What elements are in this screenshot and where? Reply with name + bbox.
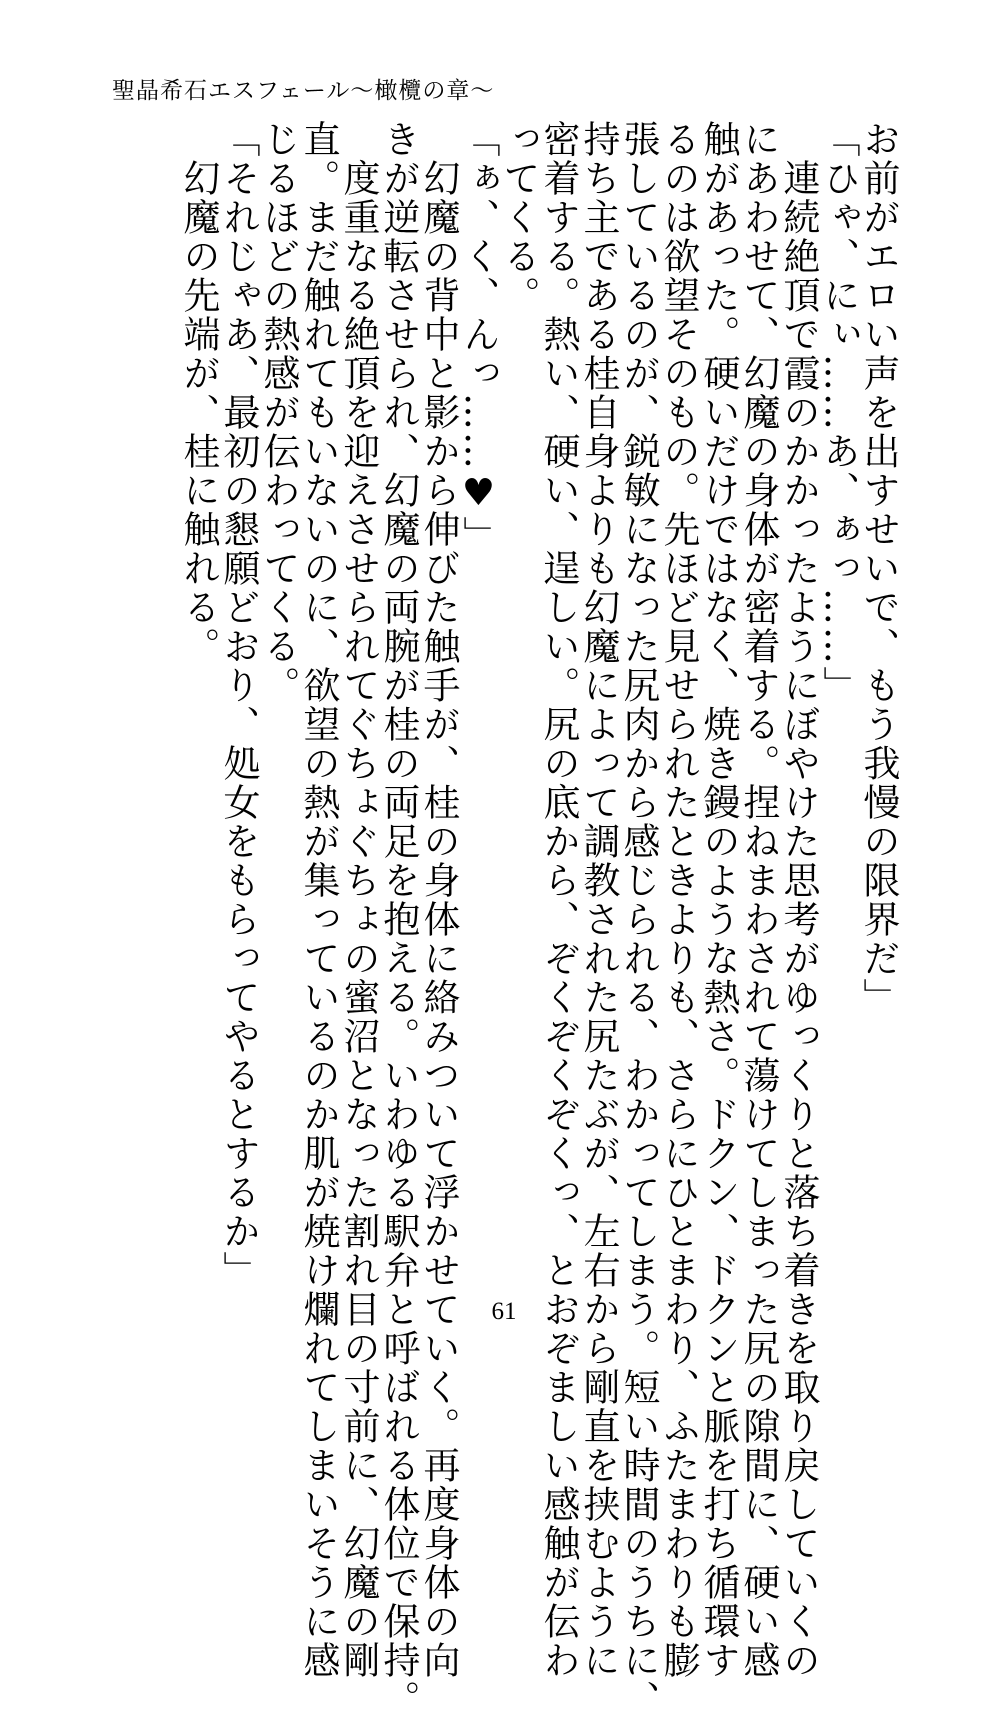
- text-line: 幻魔の先端が、桂に触れる。: [177, 120, 220, 666]
- text-line: きが逆転させられ、幻魔の両腕が桂の両足を抱える。いわゆる駅弁と呼ばれる体位で保持。: [377, 120, 420, 1719]
- text-line: 連続絶頂で霞のかかったようにぼやけた思考がゆっくりと落ち着きを取り戻していくの: [777, 120, 820, 1680]
- text-line: ってくる。: [497, 120, 540, 315]
- text-line: 幻魔の背中と影から伸びた触手が、桂の身体に絡みついて浮かせていく。再度身体の向: [417, 120, 460, 1680]
- text-line: 持ち主である桂自身よりも幻魔によって調教された尻たぶが、左右から剛直を挟むように: [577, 120, 620, 1680]
- text-line: るのは欲望そのもの。先ほど見せられたときよりも、さらにひとまわり、ふたまわりも膨: [657, 120, 700, 1680]
- page-number: 61: [491, 1298, 517, 1325]
- running-header: 聖晶希石エスフェール〜橄欖の章〜: [112, 78, 495, 104]
- text-line: じるほどの熱感が伝わってくる。: [257, 120, 300, 705]
- text-line: 密着する。熱い、硬い、逞しい。尻の底から、ぞくぞくぞくっ、とおぞましい感触が伝わ: [537, 120, 580, 1680]
- text-line: お前がエロい声を出すせいで、もう我慢の限界だ」: [857, 120, 900, 1017]
- text-line: 直。まだ触れてもいないのに、欲望の熱が集っているのか肌が焼け爛れてしまいそうに感: [297, 120, 340, 1680]
- text-line: 触があった。硬いだけではなく、焼き鏝のような熱さ。ドクン、ドクンと脈を打ち循環す: [697, 120, 740, 1680]
- text-line: 「それじゃあ、最初の懇願どおり、処女をもらってやるとするか」: [217, 120, 260, 1290]
- text-line: 「ひゃ、にぃ……あ、ぁっ……」: [817, 120, 860, 705]
- text-line: にあわせて、幻魔の身体が密着する。捏ねまわされて蕩けてしまった尻の隙間に、硬い感: [737, 120, 780, 1680]
- text-line: 張しているのが、鋭敏になった尻肉から感じられる、わかってしまう。短い時間のうちに、: [617, 120, 660, 1719]
- text-line: 「ぁ、く、んっ……♥」: [457, 120, 500, 555]
- text-line: 度重なる絶頂を迎えさせられてぐちょぐちょの蜜沼となった割れ目の寸前に、幻魔の剛: [337, 120, 380, 1680]
